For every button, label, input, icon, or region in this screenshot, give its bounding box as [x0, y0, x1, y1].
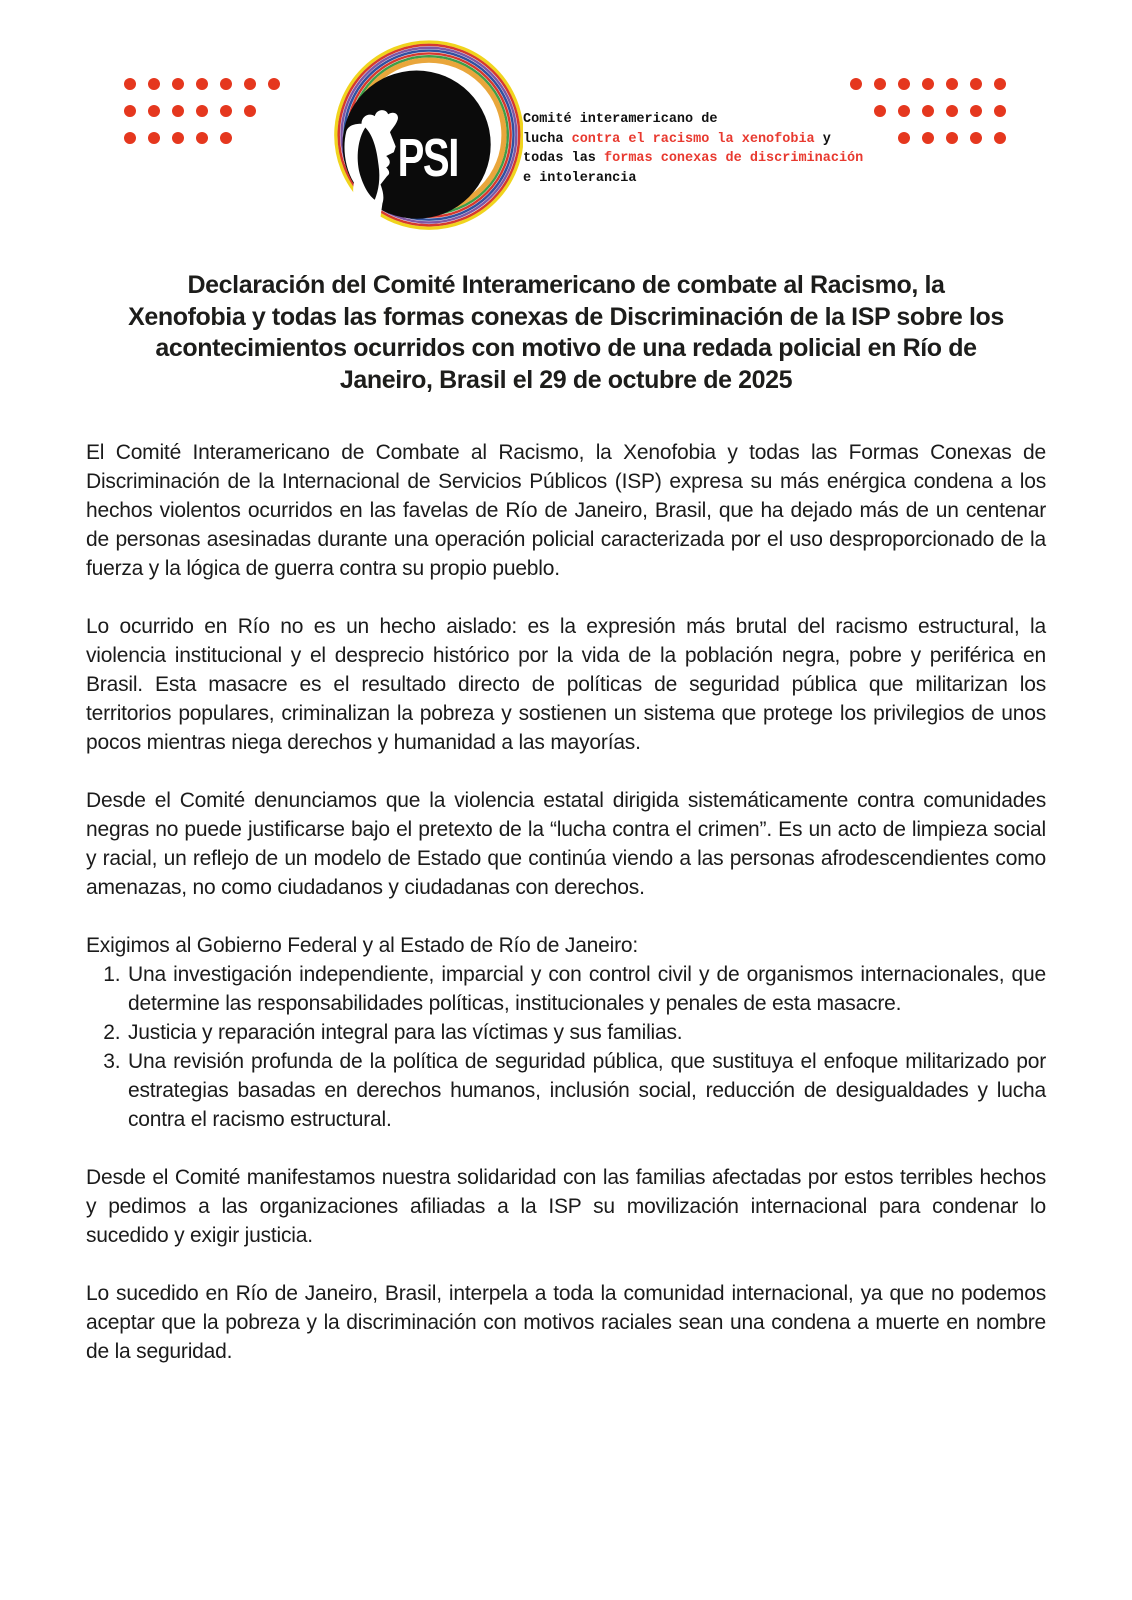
dot	[922, 78, 934, 90]
tagline-line-2	[523, 130, 863, 150]
dot	[172, 78, 184, 90]
tagline-line-4	[523, 169, 863, 189]
tagline-line-3	[523, 149, 863, 169]
dot	[124, 78, 136, 90]
dot	[196, 132, 208, 144]
right-dots-pattern	[844, 78, 1012, 159]
dot	[874, 78, 886, 90]
psi-logo	[333, 40, 523, 235]
title-line: Janeiro, Brasil el 29 de octubre de 2025	[339, 365, 793, 394]
tagline-text: todas las	[523, 151, 605, 166]
demand-item: 3. Una revisión profunda de la política de seguridad pública, que sustituya el enfoque militarizado por estrategias basadas en derechos humanos, inclusión social, reducción de desigualdades y lucha contra el racismo estructural.	[126, 1047, 1046, 1134]
dot	[850, 78, 862, 90]
logo-tagline	[523, 110, 863, 188]
dot	[922, 105, 934, 117]
demand-item: 2. Justicia y reparación integral para las víctimas y sus familias.	[126, 1018, 1046, 1047]
dot	[922, 132, 934, 144]
title-line: Declaración del Comité Interamericano de combate al Racismo, la	[187, 271, 945, 299]
dot	[148, 78, 160, 90]
dot	[970, 132, 982, 144]
dot	[898, 78, 910, 90]
dot	[148, 105, 160, 117]
paragraph-solidarity: Desde el Comité manifestamos nuestra solidaridad con las familias afectadas por estos terribles hechos y pedimos a las organizaciones afiliadas a la ISP su movilización internacional para condenar lo sucedido y exigir justicia.	[86, 1166, 1046, 1247]
dot	[220, 105, 232, 117]
dot	[946, 78, 958, 90]
document-title	[0, 270, 1132, 396]
dot	[268, 78, 280, 90]
dot-row	[844, 105, 1012, 117]
dot	[946, 132, 958, 144]
dot	[196, 78, 208, 90]
dot	[994, 105, 1006, 117]
dot	[244, 105, 256, 117]
dot	[244, 78, 256, 90]
title-line: acontecimientos ocurridos con motivo de una redada policial en Río de	[155, 334, 977, 362]
tagline-text: lucha	[523, 131, 572, 147]
paragraph-international-community: Lo sucedido en Río de Janeiro, Brasil, interpela a toda la comunidad internacional, ya que no podemos aceptar que la pobreza y la discriminación con motivos raciales sean una condena a muerte en nombre de la seguridad.	[86, 1282, 1046, 1363]
dot	[196, 105, 208, 117]
psi-acronym: PSI	[397, 128, 458, 189]
dot	[970, 78, 982, 90]
tagline-text: Comité interamericano de	[523, 112, 718, 127]
tagline-line-1	[523, 110, 863, 130]
dot-row	[118, 132, 286, 144]
dot	[898, 132, 910, 144]
dot	[172, 132, 184, 144]
dot	[994, 132, 1006, 144]
dot-row	[844, 78, 1012, 90]
demands-intro: Exigimos al Gobierno Federal y al Estado de Río de Janeiro:	[86, 934, 639, 957]
left-dots-pattern	[118, 78, 286, 159]
dot	[946, 105, 958, 117]
tagline-red-segment: contra el racismo la xenofobia	[571, 131, 815, 147]
dot	[994, 78, 1006, 90]
tagline-text: y	[814, 131, 831, 147]
paragraph-condemnation: El Comité Interamericano de Combate al Racismo, la Xenofobia y todas las Formas Conexas de Discriminación de la Internacional de Servicios Públicos (ISP) expresa su más enérgica condena a los hechos violentos ocurridos en las favelas de Río de Janeiro, Brasil, que ha dejado más de un centenar de personas asesinadas durante una operación policial caracterizada por el uso desproporcionado de la fuerza y la lógica de guerra contra su propio pueblo.	[86, 441, 1046, 580]
dot-row	[118, 78, 286, 90]
paragraph-structural-racism: Lo ocurrido en Río no es un hecho aislado: es la expresión más brutal del racismo estructural, la violencia institucional y el desprecio histórico por la vida de la población negra, pobre y periférica en Brasil. Esta masacre es el resultado directo de políticas de seguridad pública que militarizan los territorios populares, criminalizan la pobreza y sostienen un sistema que protege los privilegios de unos pocos mientras niega derechos y humanidad a las mayorías.	[86, 615, 1046, 754]
demand-item: 1. Una investigación independiente, imparcial y con control civil y de organismos internacionales, que determine las responsabilidades políticas, institucionales y penales de esta masacre.	[126, 960, 1046, 1018]
dot	[970, 105, 982, 117]
dot	[874, 105, 886, 117]
dot	[898, 105, 910, 117]
dot	[124, 105, 136, 117]
dot-row	[844, 132, 1012, 144]
dot	[148, 132, 160, 144]
document-body	[0, 438, 1132, 1366]
dot	[124, 132, 136, 144]
tagline-red-segment: formas conexas de discriminación	[604, 151, 864, 166]
dot	[220, 132, 232, 144]
tagline-text: e intolerancia	[523, 170, 637, 186]
dot-row	[118, 105, 286, 117]
paragraph-state-violence: Desde el Comité denunciamos que la violencia estatal dirigida sistemáticamente contra comunidades negras no puede justificarse bajo el pretexto de la “lucha contra el crimen”. Es un acto de limpieza social y racial, un reflejo de un modelo de Estado que continúa viendo a las personas afrodescendientes como amenazas, no como ciudadanos y ciudadanas con derechos.	[86, 789, 1046, 899]
demands-list	[86, 960, 1046, 1134]
title-line: Xenofobia y todas las formas conexas de Discriminación de la ISP sobre los	[128, 302, 1004, 331]
header	[0, 0, 1132, 246]
dot	[220, 78, 232, 90]
dot	[172, 105, 184, 117]
